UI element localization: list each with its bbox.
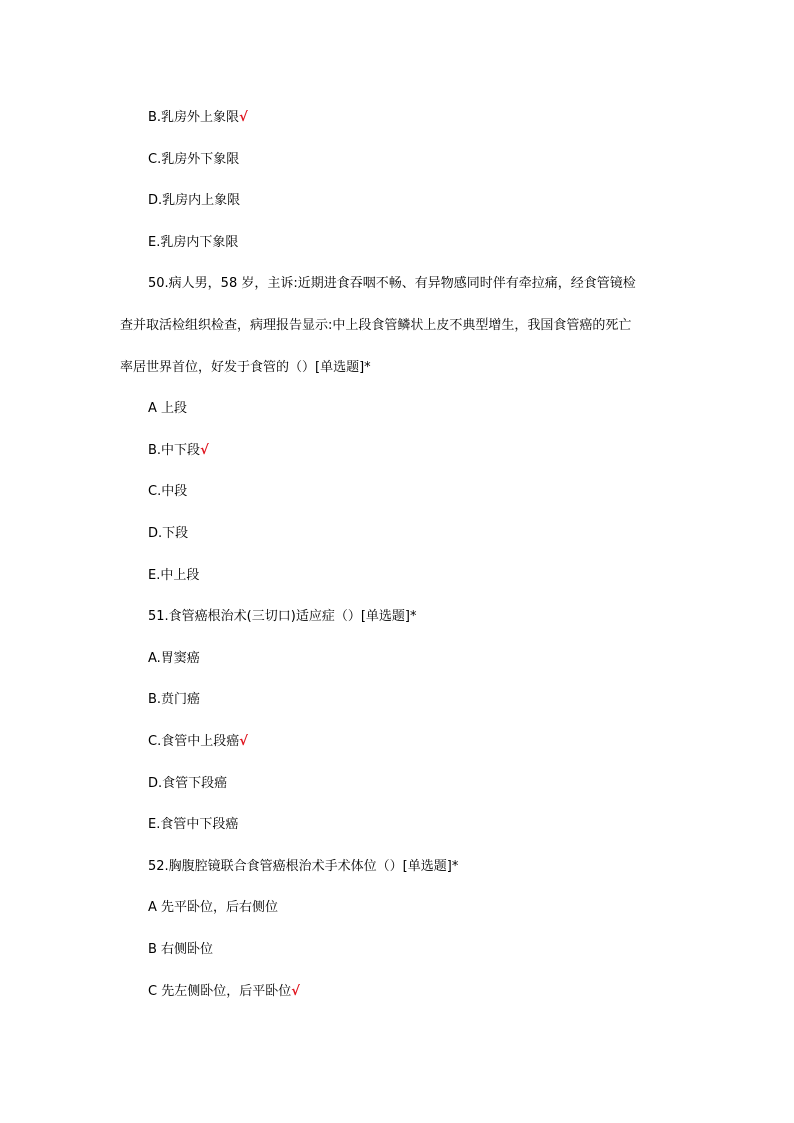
q50-stem-line-2: [120, 316, 631, 336]
q50-option-a: [148, 399, 187, 419]
option-text: C 先左侧卧位，后平卧位: [148, 984, 292, 999]
question-text: 51.食管癌根治术(三切口)适应症（）[单选题]*: [148, 609, 417, 624]
option-text: E.中上段: [148, 568, 200, 583]
correct-answer-checkmark: √: [291, 984, 300, 999]
option-text: A 上段: [148, 401, 188, 416]
option-text: A.胃窦癌: [148, 651, 200, 666]
option-text: D.乳房内上象限: [148, 193, 241, 208]
q51-option-b: [148, 690, 200, 710]
q50-stem-line-1: [148, 274, 636, 294]
question-text: 查并取活检组织检查，病理报告显示:中上段食管鳞状上皮不典型增生，我国食管癌的死亡: [120, 318, 632, 333]
option-text: A 先平卧位，后右侧位: [148, 900, 279, 915]
correct-answer-checkmark: √: [239, 110, 248, 125]
q50-option-e: [148, 566, 199, 586]
q49-option-e: [148, 233, 238, 253]
q50-option-d: [148, 524, 188, 544]
question-text: 率居世界首位，好发于食管的（）[单选题]*: [120, 360, 371, 375]
q50-stem-line-3: [120, 358, 371, 378]
correct-answer-checkmark: √: [200, 443, 209, 458]
q52-option-c: [148, 982, 300, 1002]
q50-option-b: [148, 441, 209, 461]
option-text: D.食管下段癌: [148, 776, 228, 791]
q52-option-a: [148, 898, 278, 918]
correct-answer-checkmark: √: [239, 734, 248, 749]
q51-option-c: [148, 732, 248, 752]
question-text: 52.胸腹腔镜联合食管癌根治术手术体位（）[单选题]*: [148, 859, 459, 874]
question-text: 50.病人男，58 岁，主诉:近期进食吞咽不畅、有异物感同时伴有牵拉痛，经食管镜检: [148, 276, 636, 291]
q51-option-a: [148, 649, 200, 669]
option-text: C.食管中上段癌: [148, 734, 240, 749]
option-text: D.下段: [148, 526, 189, 541]
option-text: E.食管中下段癌: [148, 817, 239, 832]
q50-option-c: [148, 482, 187, 502]
option-text: E.乳房内下象限: [148, 235, 239, 250]
option-text: C.中段: [148, 484, 188, 499]
option-text: B.中下段: [148, 443, 201, 458]
q51-stem: [148, 607, 416, 627]
q49-option-b: [148, 108, 248, 128]
option-text: B.贲门癌: [148, 692, 201, 707]
q52-option-b: [148, 940, 213, 960]
option-text: C.乳房外下象限: [148, 152, 240, 167]
option-text: B 右侧卧位: [148, 942, 214, 957]
option-text: B.乳房外上象限: [148, 110, 240, 125]
q51-option-d: [148, 774, 227, 794]
q52-stem: [148, 857, 458, 877]
q51-option-e: [148, 815, 238, 835]
q49-option-c: [148, 150, 239, 170]
q49-option-d: [148, 191, 240, 211]
